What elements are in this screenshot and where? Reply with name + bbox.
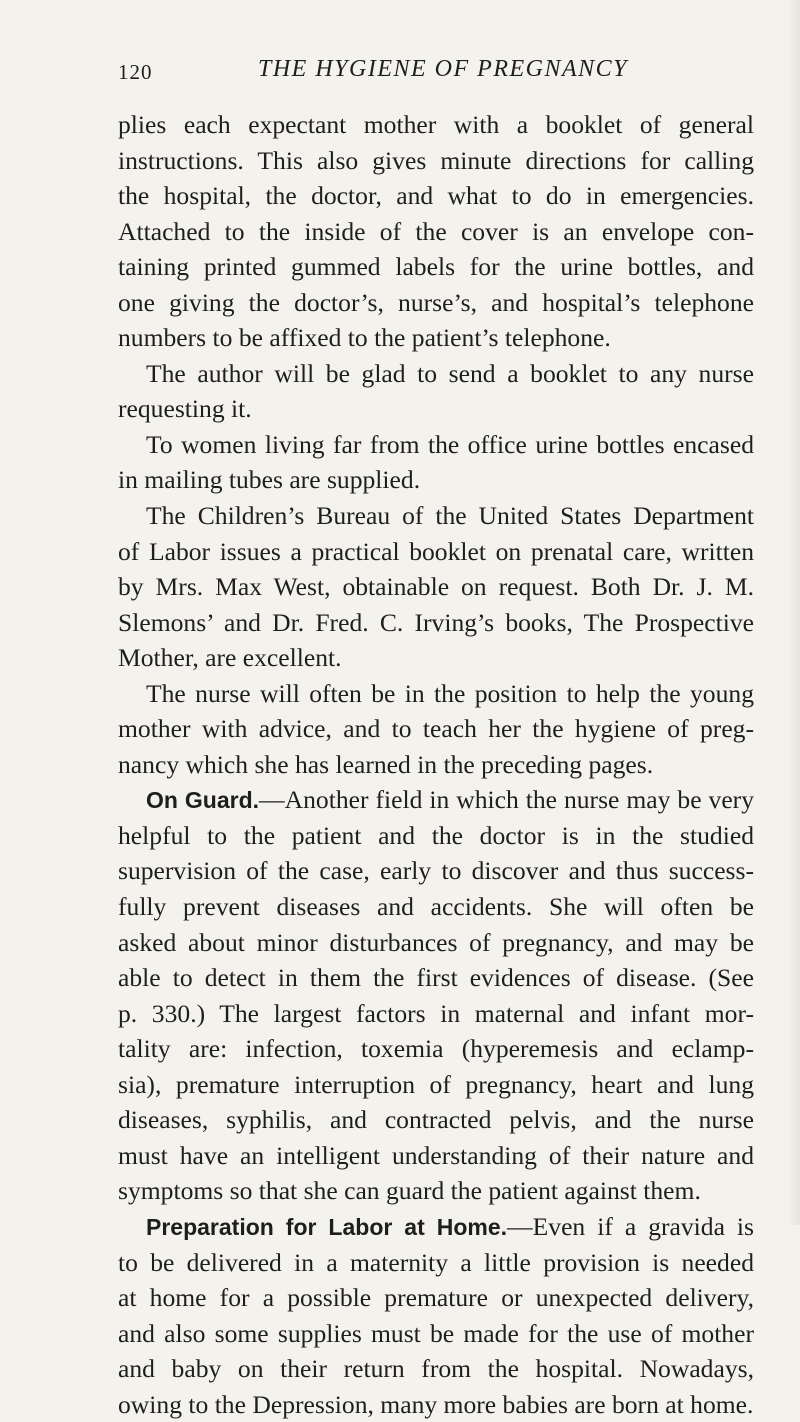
text-line: numbers to be affixed to the patient’s telephone. — [118, 323, 611, 353]
text-line: The nurse will often be in the position to help the young — [146, 678, 754, 708]
text-line: instructions. This also gives minute directions for calling — [118, 145, 754, 175]
text-line: Mother, are excellent. — [118, 643, 342, 673]
running-head — [118, 56, 754, 92]
page-edge — [788, 0, 800, 1225]
text-line: must have an intelligent understanding of their nature and — [118, 1140, 754, 1170]
text-line: one giving the doctor’s, nurse’s, and hospital’s telephone — [118, 287, 754, 317]
text-line: and baby on their return from the hospital. Nowadays, — [118, 1354, 754, 1384]
text-line: symptoms so that she can guard the patient against them. — [118, 1176, 701, 1206]
text-line: and also some supplies must be made for the use of mother — [118, 1318, 754, 1348]
section-line-text: —Even if a gravida is — [507, 1211, 754, 1241]
text-line: Slemons’ and Dr. Fred. C. Irving’s books, The Prospective — [118, 607, 754, 637]
text-line: sia), premature interruption of pregnancy, heart and lung — [118, 1069, 754, 1099]
text-line: Attached to the inside of the cover is an envelope con- — [118, 216, 754, 246]
text-line: by Mrs. Max West, obtainable on request. Both Dr. J. M. — [118, 572, 754, 602]
running-title: THE HYGIENE OF PREGNANCY — [258, 56, 629, 82]
text-line: p. 330.) The largest factors in maternal and infant mor- — [118, 998, 754, 1028]
text-line: at home for a possible premature or unexpected delivery, — [118, 1283, 754, 1313]
text-line: diseases, syphilis, and contracted pelvis, and the nurse — [118, 1105, 754, 1135]
section-heading-preparation: Preparation for Labor at Home. — [146, 1213, 508, 1240]
text-line — [118, 1209, 754, 1245]
section-heading-on-guard: On Guard. — [146, 787, 260, 814]
text-line: taining printed gummed labels for the urine bottles, and — [118, 252, 754, 282]
text-line — [118, 782, 754, 818]
text-line: tality are: infection, toxemia (hyperemesis and eclamp- — [118, 1034, 754, 1064]
text-line: nancy which she has learned in the preceding pages. — [118, 749, 654, 779]
text-line: asked about minor disturbances of pregnancy, and may be — [118, 927, 754, 957]
text-line: The author will be glad to send a booklet to any nurse — [146, 358, 754, 388]
text-line: supervision of the case, early to discover and thus success- — [118, 856, 754, 886]
text-line: able to detect in them the first evidences of disease. (See — [118, 963, 754, 993]
text-line: The Children’s Bureau of the United States Department — [146, 501, 754, 531]
text-line: the hospital, the doctor, and what to do in emergencies. — [118, 181, 754, 211]
text-line: in mailing tubes are supplied. — [118, 465, 421, 495]
text-line: mother with advice, and to teach her the hygiene of preg- — [118, 714, 754, 744]
text-line: owing to the Depression, many more babies are born at home. — [118, 1389, 754, 1419]
text-line: helpful to the patient and the doctor is in the studied — [118, 820, 754, 850]
text-line: of Labor issues a practical booklet on prenatal care, written — [118, 536, 754, 566]
text-line: To women living far from the office urine bottles encased — [146, 429, 754, 459]
text-line: requesting it. — [118, 394, 252, 424]
text-line: plies each expectant mother with a booklet of general — [118, 110, 754, 139]
page-number: 120 — [118, 60, 153, 84]
text-line: fully prevent diseases and accidents. She will often be — [118, 892, 754, 922]
text-line: to be delivered in a maternity a little provision is needed — [118, 1247, 754, 1277]
section-line-text: —Another field in which the nurse may be very — [259, 785, 755, 815]
